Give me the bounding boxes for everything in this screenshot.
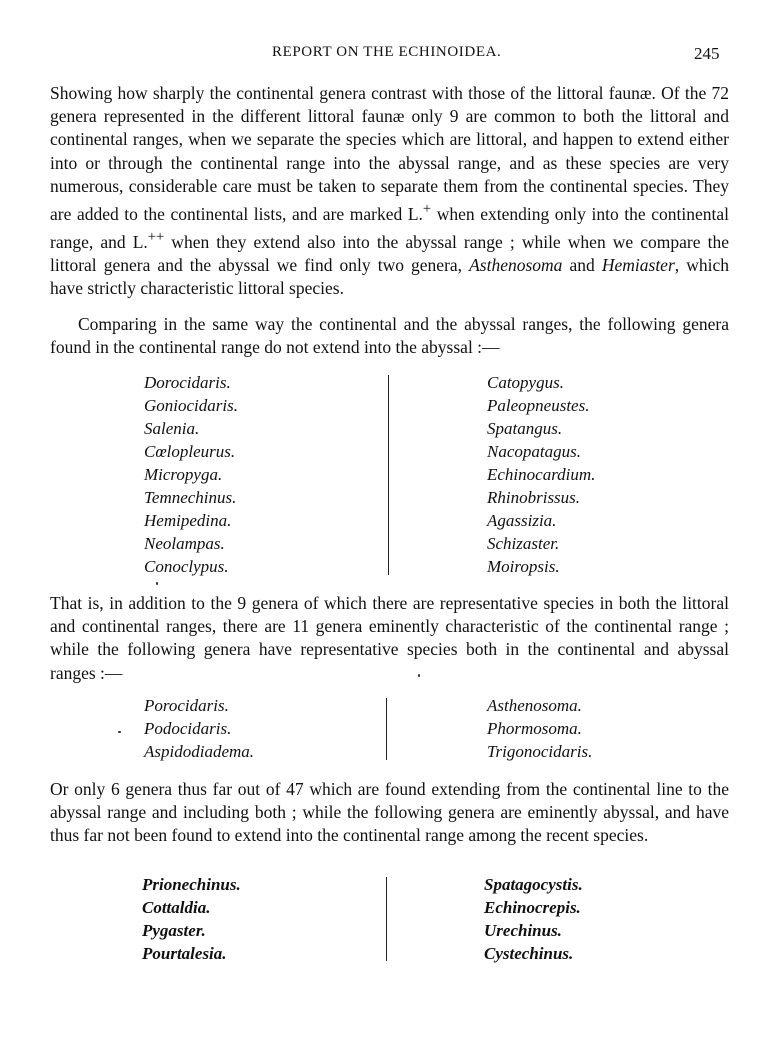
print-speck bbox=[156, 582, 158, 585]
mark-superscript: + bbox=[422, 201, 432, 218]
mark-superscript: ++ bbox=[147, 229, 165, 246]
paragraph-text: and bbox=[562, 255, 602, 276]
genus-item: Echinocardium. bbox=[487, 465, 596, 484]
genus-item: Podocidaris. bbox=[144, 719, 232, 738]
genus-column-left bbox=[144, 694, 254, 763]
genus-item: Dorocidaris. bbox=[144, 373, 231, 392]
running-head bbox=[0, 44, 776, 68]
paragraph-characteristic-genera bbox=[50, 592, 729, 685]
genus-item: Temnechinus. bbox=[144, 488, 237, 507]
paragraph-text: , which have strictly characteristic littoral species. bbox=[50, 255, 729, 299]
paragraph-text: when they extend also into the abyssal range ; while when we compare the littoral genera and the abyssal we find only two genera, bbox=[50, 231, 729, 276]
genus-table-abyssal-only bbox=[0, 873, 776, 969]
genus-item: Micropyga. bbox=[144, 465, 223, 484]
genus-item: Nacopatagus. bbox=[487, 442, 581, 461]
mark-littoral-continental: L. bbox=[407, 203, 423, 224]
print-speck bbox=[418, 674, 420, 677]
genus-column-right bbox=[487, 371, 595, 578]
genus-item: Conoclypus. bbox=[144, 557, 229, 576]
genus-item: Pygaster. bbox=[142, 921, 206, 940]
paragraph-text: when extending only into the continental range, and bbox=[50, 203, 729, 252]
mark-littoral-abyssal: L. bbox=[132, 231, 148, 252]
genus-item: Hemipedina. bbox=[144, 511, 232, 530]
genus-item: Catopygus. bbox=[487, 373, 564, 392]
genus-item: Phormosoma. bbox=[487, 719, 582, 738]
genus-item: Aspidodiadema. bbox=[144, 742, 255, 761]
genus-item: Prionechinus. bbox=[142, 875, 241, 894]
running-title: REPORT ON THE ECHINOIDEA. bbox=[272, 44, 502, 60]
genus-item: Schizaster. bbox=[487, 534, 560, 553]
genus-item: Agassizia. bbox=[487, 511, 557, 530]
print-speck bbox=[118, 731, 121, 733]
genus-item: Porocidaris. bbox=[144, 696, 229, 715]
genus-item: Spatangus. bbox=[487, 419, 563, 438]
genus-table-continental-and-abyssal bbox=[0, 694, 776, 766]
column-divider bbox=[388, 375, 389, 575]
genus-column-right bbox=[487, 694, 592, 763]
paragraph-text: That is, in addition to the 9 genera of which there are representative species in both the littoral and continental ranges, there are 11 genera eminently characteristic of the continental range ; while the following genera have representative species both in the continental and abyssal ranges :— bbox=[50, 593, 729, 683]
genus-column-left bbox=[144, 371, 238, 578]
column-divider bbox=[386, 698, 387, 760]
genus-item: Salenia. bbox=[144, 419, 200, 438]
genus-item: Cottaldia. bbox=[142, 898, 211, 917]
genus-column-right bbox=[484, 873, 583, 965]
genus-item: Echinocrepis. bbox=[484, 898, 581, 917]
genus-item: Goniocidaris. bbox=[144, 396, 238, 415]
genus-name: Asthenosoma bbox=[469, 255, 563, 276]
paragraph-continental-abyssal bbox=[50, 313, 729, 359]
paragraph-text: Showing how sharply the continental genera contrast with those of the littoral faunæ. Of the 72 genera represented in the different littoral faunæ only 9 are common to both the littoral and continental ranges, when we separate the species which are littoral, and happen to extend either into or through the continental range into the abyssal range, and as these species are very numerous, considerable care must be taken to separate them from the continental species. They are added to the continental lists, and are marked bbox=[50, 83, 729, 224]
genus-item: Trigonocidaris. bbox=[487, 742, 593, 761]
paragraph-abyssal-genera bbox=[50, 778, 729, 848]
paragraph-text: Or only 6 genera thus far out of 47 which are found extending from the continental line to the abyssal range and including both ; while the following genera are eminently abyssal, and have thus far not been found to extend into the continental range among the recent species. bbox=[50, 779, 729, 846]
genus-table-continental-only bbox=[0, 371, 776, 581]
genus-item: Paleopneustes. bbox=[487, 396, 590, 415]
genus-name: Hemiaster bbox=[601, 255, 675, 276]
genus-column-left bbox=[142, 873, 241, 965]
paragraph-text: Comparing in the same way the continental and the abyssal ranges, the following genera found in the continental range do not extend into the abyssal :— bbox=[50, 314, 729, 358]
genus-item: Cystechinus. bbox=[484, 944, 574, 963]
genus-item: Pourtalesia. bbox=[142, 944, 227, 963]
genus-item: Neolampas. bbox=[144, 534, 225, 553]
paragraph-littoral-comparison bbox=[50, 82, 729, 300]
column-divider bbox=[386, 877, 387, 961]
page-number: 245 bbox=[694, 44, 720, 63]
genus-item: Cœlopleurus. bbox=[144, 442, 236, 461]
genus-item: Spatagocystis. bbox=[484, 875, 583, 894]
genus-item: Rhinobrissus. bbox=[487, 488, 581, 507]
genus-item: Urechinus. bbox=[484, 921, 562, 940]
genus-item: Asthenosoma. bbox=[487, 696, 582, 715]
genus-item: Moiropsis. bbox=[487, 557, 560, 576]
